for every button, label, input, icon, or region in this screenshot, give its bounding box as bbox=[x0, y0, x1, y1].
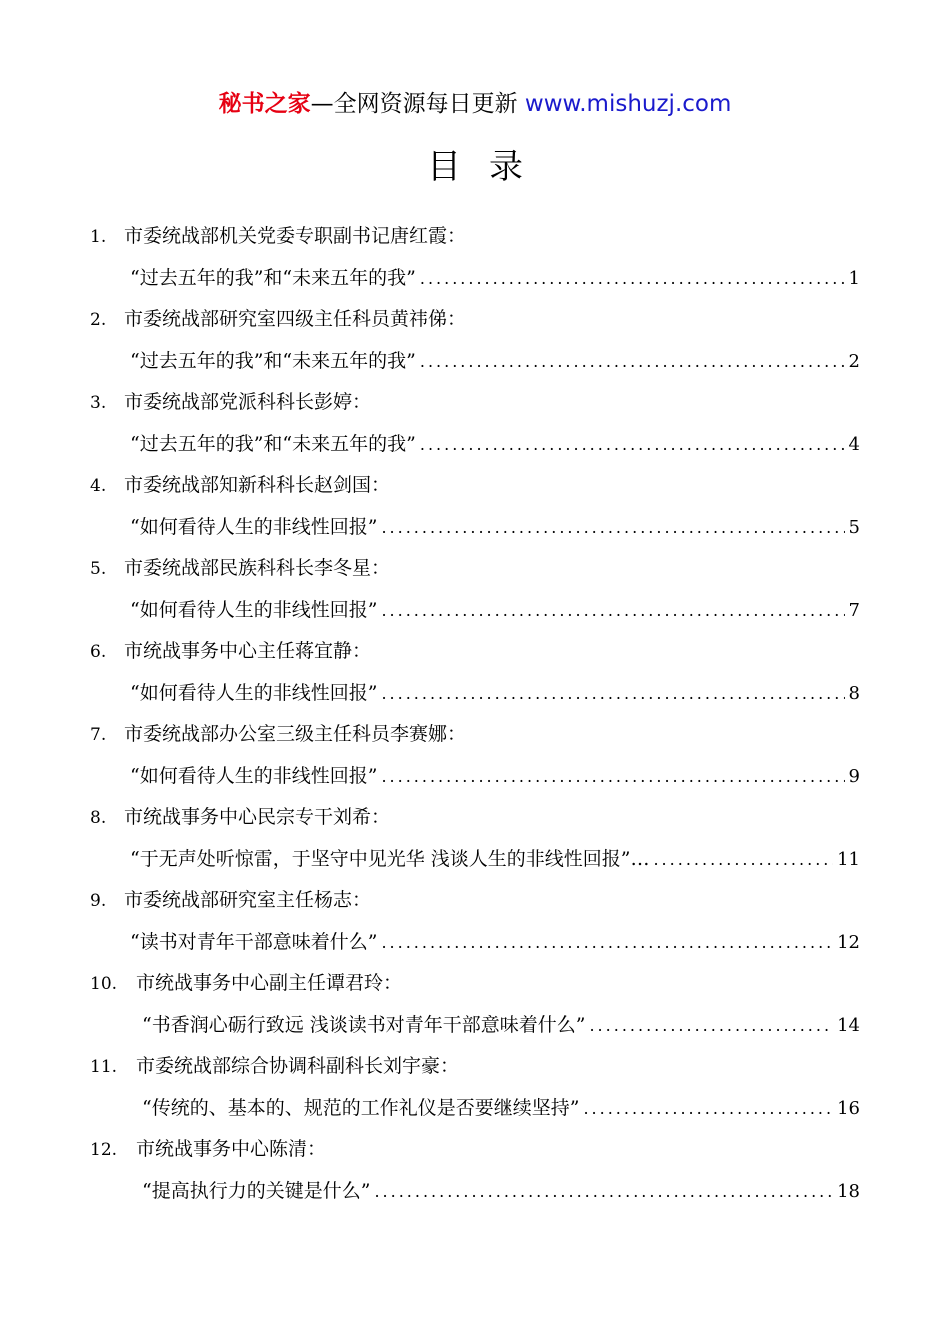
entry-title: “过去五年的我”和“未来五年的我” bbox=[130, 433, 416, 455]
entry-page-number: 7 bbox=[848, 600, 860, 621]
site-header bbox=[0, 88, 950, 120]
entry-page-number: 11 bbox=[837, 849, 860, 870]
dot-leader bbox=[420, 430, 845, 460]
entry-page-number: 9 bbox=[848, 766, 860, 787]
entry-page-number: 18 bbox=[837, 1181, 860, 1202]
entry-title: “于无声处听惊雷，于坚守中见光华 浅谈人生的非线性回报”… bbox=[130, 848, 650, 870]
entry-number: 1. bbox=[90, 227, 107, 247]
entry-title: “过去五年的我”和“未来五年的我” bbox=[130, 267, 416, 289]
dot-leader bbox=[374, 1177, 833, 1207]
entry-title: “如何看待人生的非线性回报” bbox=[130, 599, 378, 621]
dot-leader bbox=[381, 513, 844, 543]
header-tagline: —全网资源每日更新 bbox=[310, 91, 525, 117]
brand-name: 秘书之家 bbox=[218, 91, 311, 117]
entry-number: 8. bbox=[90, 808, 107, 828]
entry-title: “书香润心砺行致远 浅谈读书对青年干部意味着什么” bbox=[142, 1014, 586, 1036]
entry-author: 市统战事务中心副主任谭君玲： bbox=[136, 972, 403, 994]
entry-page-number: 4 bbox=[848, 434, 860, 455]
toc-entry[interactable] bbox=[0, 968, 950, 1051]
entry-author: 市委统战部党派科科长彭婷： bbox=[124, 391, 372, 413]
entry-page-number: 8 bbox=[848, 683, 860, 704]
dot-leader bbox=[653, 845, 833, 875]
entry-author: 市委统战部研究室四级主任科员黄祎俤： bbox=[124, 308, 467, 330]
entry-title: “如何看待人生的非线性回报” bbox=[130, 765, 378, 787]
toc-entry[interactable] bbox=[0, 1134, 950, 1217]
toc-entry[interactable] bbox=[0, 1051, 950, 1134]
entry-number: 2. bbox=[90, 310, 107, 330]
entry-number: 10. bbox=[90, 974, 118, 994]
dot-leader bbox=[381, 679, 844, 709]
toc-entry[interactable] bbox=[0, 221, 950, 304]
entry-page-number: 16 bbox=[837, 1098, 860, 1119]
dot-leader bbox=[381, 928, 833, 958]
entry-number: 11. bbox=[90, 1057, 118, 1077]
entry-author: 市委统战部研究室主任杨志： bbox=[124, 889, 372, 911]
entry-page-number: 1 bbox=[848, 268, 860, 289]
entry-title: “过去五年的我”和“未来五年的我” bbox=[130, 350, 416, 372]
entry-title: “如何看待人生的非线性回报” bbox=[130, 516, 378, 538]
entry-author: 市委统战部综合协调科副科长刘宇豪： bbox=[136, 1055, 460, 1077]
page-title: 目录 bbox=[427, 147, 551, 187]
toc-entry[interactable] bbox=[0, 719, 950, 802]
toc-entry[interactable] bbox=[0, 802, 950, 885]
entry-author: 市委统战部机关党委专职副书记唐红霞： bbox=[124, 225, 467, 247]
entry-title: “如何看待人生的非线性回报” bbox=[130, 682, 378, 704]
entry-page-number: 14 bbox=[837, 1015, 860, 1036]
entry-page-number: 2 bbox=[848, 351, 860, 372]
entry-page-number: 5 bbox=[848, 517, 860, 538]
entry-number: 12. bbox=[90, 1140, 118, 1160]
entry-number: 9. bbox=[90, 891, 107, 911]
toc-entry[interactable] bbox=[0, 470, 950, 553]
dot-leader bbox=[589, 1011, 833, 1041]
entry-title: “提高执行力的关键是什么” bbox=[142, 1180, 371, 1202]
entry-author: 市委统战部知新科科长赵剑国： bbox=[124, 474, 391, 496]
entry-author: 市统战事务中心陈清： bbox=[136, 1138, 327, 1160]
entry-number: 5. bbox=[90, 559, 107, 579]
entry-title: “传统的、基本的、规范的工作礼仪是否要继续坚持” bbox=[142, 1097, 580, 1119]
entry-author: 市统战事务中心主任蒋宜静： bbox=[124, 640, 372, 662]
entry-number: 4. bbox=[90, 476, 107, 496]
toc-entry[interactable] bbox=[0, 304, 950, 387]
entry-author: 市统战事务中心民宗专干刘希： bbox=[124, 806, 391, 828]
dot-leader bbox=[381, 762, 844, 792]
toc-entry[interactable] bbox=[0, 885, 950, 968]
entry-author: 市委统战部民族科科长李冬星： bbox=[124, 557, 391, 579]
entry-number: 6. bbox=[90, 642, 107, 662]
dot-leader bbox=[420, 347, 845, 377]
header-url[interactable]: www.mishuzj.com bbox=[524, 91, 732, 117]
dot-leader bbox=[381, 596, 844, 626]
entry-number: 3. bbox=[90, 393, 107, 413]
dot-leader bbox=[583, 1094, 833, 1124]
entry-number: 7. bbox=[90, 725, 107, 745]
toc-entry[interactable] bbox=[0, 553, 950, 636]
dot-leader bbox=[420, 264, 845, 294]
table-of-contents bbox=[0, 221, 950, 1217]
entry-author: 市委统战部办公室三级主任科员李赛娜： bbox=[124, 723, 467, 745]
entry-title: “读书对青年干部意味着什么” bbox=[130, 931, 378, 953]
toc-entry[interactable] bbox=[0, 636, 950, 719]
toc-entry[interactable] bbox=[0, 387, 950, 470]
entry-page-number: 12 bbox=[837, 932, 860, 953]
